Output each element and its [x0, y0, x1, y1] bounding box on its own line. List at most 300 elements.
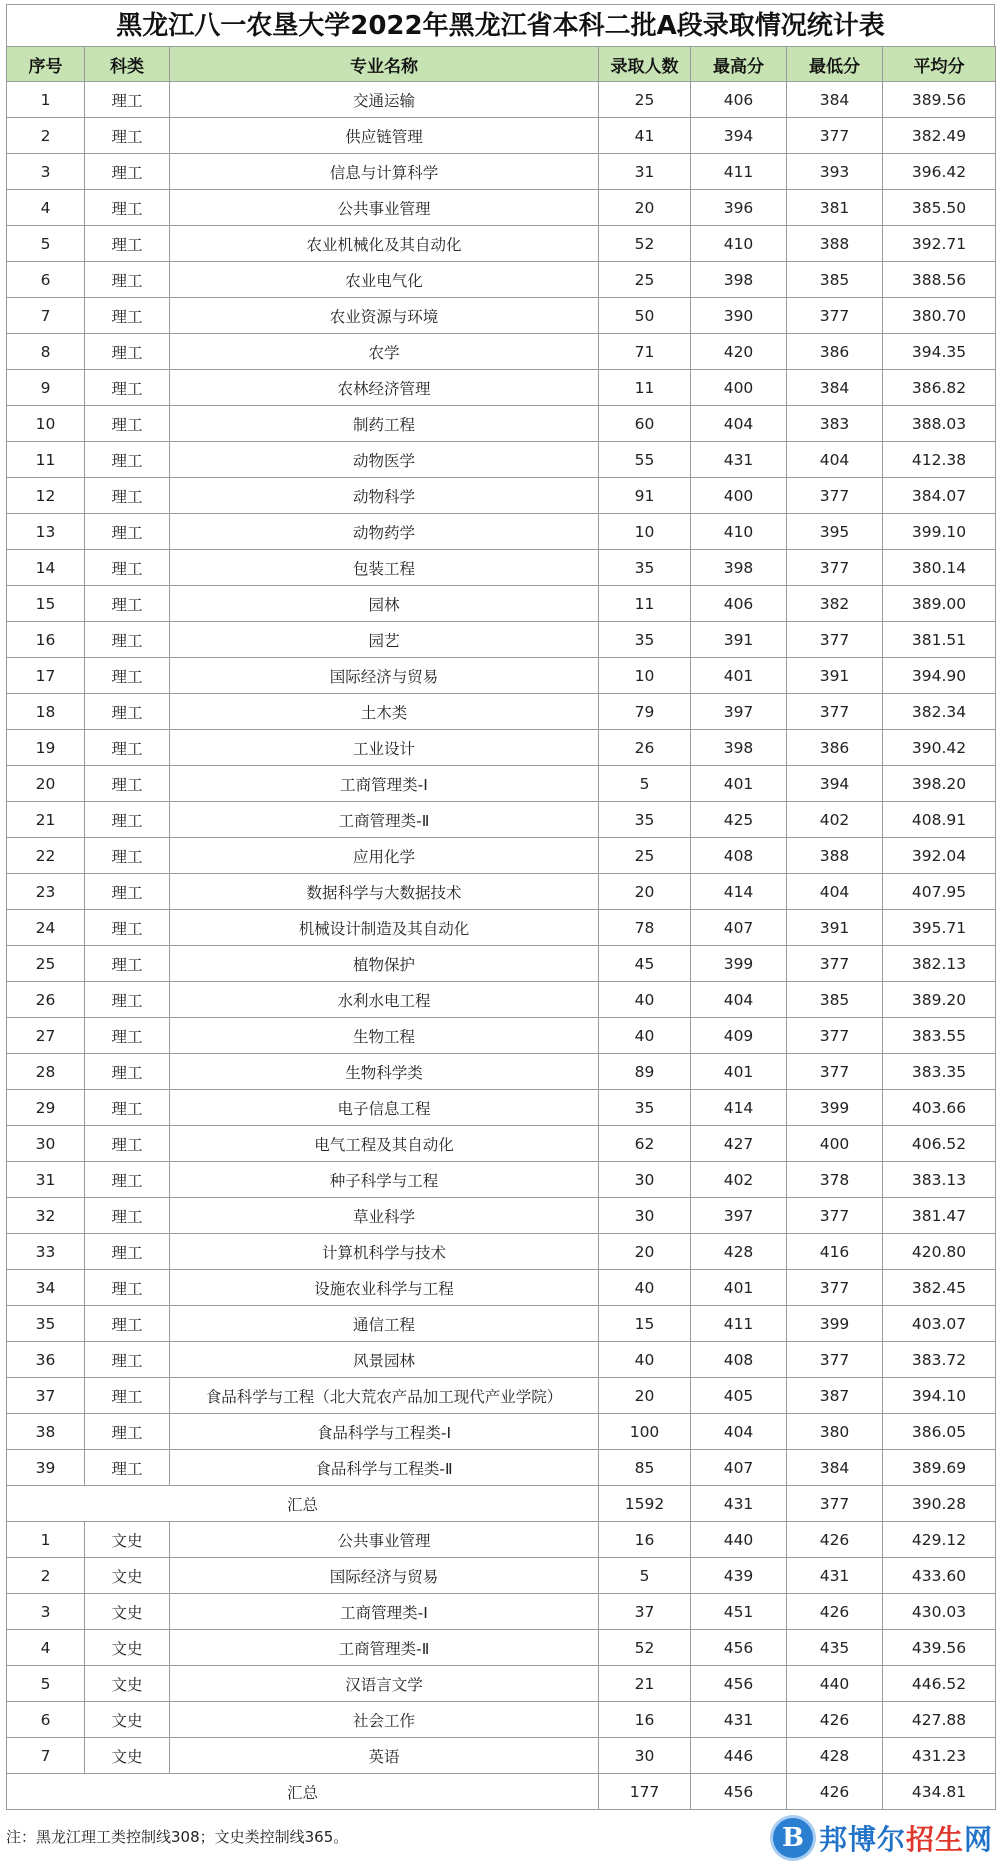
cell-admitted: 85 — [599, 1450, 691, 1486]
cell-max-score: 404 — [691, 982, 787, 1018]
cell-avg-score: 403.07 — [883, 1306, 996, 1342]
cell-category: 理工 — [85, 442, 170, 478]
cell-avg-score: 388.03 — [883, 406, 996, 442]
cell-major: 信息与计算科学 — [170, 154, 599, 190]
cell-min-score: 377 — [787, 1342, 883, 1378]
cell-avg-score: 406.52 — [883, 1126, 996, 1162]
cell-index: 26 — [7, 982, 85, 1018]
cell-major: 植物保护 — [170, 946, 599, 982]
cell-min-score: 380 — [787, 1414, 883, 1450]
cell-major: 汉语言文学 — [170, 1666, 599, 1702]
cell-index: 5 — [7, 226, 85, 262]
cell-admitted: 89 — [599, 1054, 691, 1090]
cell-major: 园林 — [170, 586, 599, 622]
cell-category: 文史 — [85, 1558, 170, 1594]
cell-avg-score: 382.34 — [883, 694, 996, 730]
summary-row — [7, 1486, 996, 1522]
cell-category: 文史 — [85, 1738, 170, 1774]
cell-index: 9 — [7, 370, 85, 406]
cell-max-score: 407 — [691, 1450, 787, 1486]
cell-max-score: 451 — [691, 1594, 787, 1630]
cell-admitted: 40 — [599, 1342, 691, 1378]
cell-min-score: 402 — [787, 802, 883, 838]
cell-min-score: 386 — [787, 730, 883, 766]
cell-index: 15 — [7, 586, 85, 622]
cell-index: 6 — [7, 1702, 85, 1738]
cell-major: 社会工作 — [170, 1702, 599, 1738]
cell-index: 3 — [7, 154, 85, 190]
cell-category: 理工 — [85, 1450, 170, 1486]
cell-min-score: 383 — [787, 406, 883, 442]
table-row — [7, 1234, 996, 1270]
cell-admitted: 5 — [599, 1558, 691, 1594]
cell-avg-score: 403.66 — [883, 1090, 996, 1126]
cell-category: 理工 — [85, 874, 170, 910]
cell-min-score: 426 — [787, 1522, 883, 1558]
cell-max-score: 407 — [691, 910, 787, 946]
cell-category: 理工 — [85, 406, 170, 442]
header-category: 科类 — [85, 47, 170, 82]
summary-admitted: 177 — [599, 1774, 691, 1810]
summary-admitted: 1592 — [599, 1486, 691, 1522]
cell-avg-score: 446.52 — [883, 1666, 996, 1702]
admission-document — [6, 4, 995, 1810]
cell-min-score: 416 — [787, 1234, 883, 1270]
cell-admitted: 62 — [599, 1126, 691, 1162]
cell-min-score: 428 — [787, 1738, 883, 1774]
cell-category: 理工 — [85, 910, 170, 946]
cell-major: 应用化学 — [170, 838, 599, 874]
cell-category: 理工 — [85, 1270, 170, 1306]
cell-admitted: 52 — [599, 1630, 691, 1666]
cell-major: 农林经济管理 — [170, 370, 599, 406]
table-row — [7, 1090, 996, 1126]
cell-max-score: 446 — [691, 1738, 787, 1774]
table-row — [7, 1702, 996, 1738]
cell-avg-score: 433.60 — [883, 1558, 996, 1594]
cell-index: 3 — [7, 1594, 85, 1630]
cell-admitted: 35 — [599, 1090, 691, 1126]
cell-major: 工业设计 — [170, 730, 599, 766]
cell-max-score: 397 — [691, 694, 787, 730]
cell-category: 理工 — [85, 1054, 170, 1090]
cell-admitted: 41 — [599, 118, 691, 154]
watermark-text-c: 网 — [963, 1823, 993, 1856]
cell-index: 27 — [7, 1018, 85, 1054]
cell-avg-score: 389.69 — [883, 1450, 996, 1486]
cell-category: 理工 — [85, 1342, 170, 1378]
cell-index: 25 — [7, 946, 85, 982]
cell-min-score: 385 — [787, 982, 883, 1018]
cell-category: 理工 — [85, 1234, 170, 1270]
cell-min-score: 404 — [787, 442, 883, 478]
table-row — [7, 1306, 996, 1342]
table-row — [7, 370, 996, 406]
table-row — [7, 766, 996, 802]
cell-major: 制药工程 — [170, 406, 599, 442]
cell-avg-score: 383.35 — [883, 1054, 996, 1090]
cell-avg-score: 394.90 — [883, 658, 996, 694]
cell-admitted: 78 — [599, 910, 691, 946]
cell-admitted: 35 — [599, 622, 691, 658]
cell-major: 风景园林 — [170, 1342, 599, 1378]
cell-min-score: 391 — [787, 910, 883, 946]
cell-max-score: 411 — [691, 154, 787, 190]
cell-category: 理工 — [85, 1414, 170, 1450]
cell-major: 供应链管理 — [170, 118, 599, 154]
cell-avg-score: 439.56 — [883, 1630, 996, 1666]
cell-index: 33 — [7, 1234, 85, 1270]
cell-max-score: 414 — [691, 874, 787, 910]
cell-max-score: 396 — [691, 190, 787, 226]
cell-category: 文史 — [85, 1594, 170, 1630]
table-row — [7, 910, 996, 946]
cell-min-score: 384 — [787, 370, 883, 406]
cell-category: 理工 — [85, 1306, 170, 1342]
table-row — [7, 1342, 996, 1378]
table-row — [7, 622, 996, 658]
cell-max-score: 401 — [691, 658, 787, 694]
cell-index: 38 — [7, 1414, 85, 1450]
cell-category: 理工 — [85, 766, 170, 802]
cell-min-score: 391 — [787, 658, 883, 694]
table-row — [7, 298, 996, 334]
cell-max-score: 402 — [691, 1162, 787, 1198]
cell-max-score: 431 — [691, 442, 787, 478]
table-row — [7, 1126, 996, 1162]
cell-major: 电气工程及其自动化 — [170, 1126, 599, 1162]
cell-admitted: 15 — [599, 1306, 691, 1342]
header-index: 序号 — [7, 47, 85, 82]
cell-max-score: 394 — [691, 118, 787, 154]
cell-min-score: 377 — [787, 1018, 883, 1054]
cell-avg-score: 394.10 — [883, 1378, 996, 1414]
cell-min-score: 377 — [787, 1054, 883, 1090]
cell-avg-score: 382.49 — [883, 118, 996, 154]
cell-max-score: 398 — [691, 262, 787, 298]
cell-index: 14 — [7, 550, 85, 586]
table-row — [7, 730, 996, 766]
table-row — [7, 1450, 996, 1486]
cell-admitted: 20 — [599, 1378, 691, 1414]
table-row — [7, 1558, 996, 1594]
cell-index: 6 — [7, 262, 85, 298]
cell-max-score: 431 — [691, 1702, 787, 1738]
cell-admitted: 50 — [599, 298, 691, 334]
cell-category: 文史 — [85, 1702, 170, 1738]
cell-min-score: 377 — [787, 1270, 883, 1306]
cell-max-score: 391 — [691, 622, 787, 658]
cell-category: 理工 — [85, 1198, 170, 1234]
cell-major: 包装工程 — [170, 550, 599, 586]
watermark — [773, 1818, 993, 1858]
cell-major: 工商管理类-Ⅱ — [170, 802, 599, 838]
cell-index: 35 — [7, 1306, 85, 1342]
cell-index: 21 — [7, 802, 85, 838]
cell-category: 理工 — [85, 262, 170, 298]
cell-admitted: 100 — [599, 1414, 691, 1450]
cell-min-score: 382 — [787, 586, 883, 622]
cell-major: 草业科学 — [170, 1198, 599, 1234]
cell-avg-score: 398.20 — [883, 766, 996, 802]
cell-admitted: 30 — [599, 1162, 691, 1198]
cell-category: 理工 — [85, 82, 170, 118]
cell-major: 种子科学与工程 — [170, 1162, 599, 1198]
cell-min-score: 386 — [787, 334, 883, 370]
cell-max-score: 399 — [691, 946, 787, 982]
cell-major: 计算机科学与技术 — [170, 1234, 599, 1270]
table-row — [7, 586, 996, 622]
summary-max-score: 431 — [691, 1486, 787, 1522]
cell-major: 土木类 — [170, 694, 599, 730]
cell-major: 机械设计制造及其自动化 — [170, 910, 599, 946]
cell-avg-score: 395.71 — [883, 910, 996, 946]
table-row — [7, 1666, 996, 1702]
cell-max-score: 425 — [691, 802, 787, 838]
cell-avg-score: 394.35 — [883, 334, 996, 370]
table-row — [7, 1270, 996, 1306]
cell-avg-score: 399.10 — [883, 514, 996, 550]
cell-avg-score: 412.38 — [883, 442, 996, 478]
table-row — [7, 658, 996, 694]
cell-max-score: 400 — [691, 370, 787, 406]
cell-index: 34 — [7, 1270, 85, 1306]
cell-min-score: 377 — [787, 622, 883, 658]
cell-category: 理工 — [85, 1126, 170, 1162]
cell-major: 生物科学类 — [170, 1054, 599, 1090]
cell-avg-score: 383.13 — [883, 1162, 996, 1198]
cell-category: 理工 — [85, 946, 170, 982]
cell-min-score: 388 — [787, 226, 883, 262]
cell-index: 7 — [7, 298, 85, 334]
table-row — [7, 1594, 996, 1630]
cell-min-score: 440 — [787, 1666, 883, 1702]
cell-index: 10 — [7, 406, 85, 442]
table-row — [7, 406, 996, 442]
cell-min-score: 385 — [787, 262, 883, 298]
summary-label: 汇总 — [7, 1774, 599, 1810]
header-min-score: 最低分 — [787, 47, 883, 82]
cell-index: 1 — [7, 82, 85, 118]
cell-index: 2 — [7, 1558, 85, 1594]
watermark-text-b: 招生 — [905, 1823, 964, 1856]
cell-max-score: 400 — [691, 478, 787, 514]
cell-min-score: 399 — [787, 1090, 883, 1126]
cell-admitted: 20 — [599, 190, 691, 226]
cell-avg-score: 389.00 — [883, 586, 996, 622]
cell-admitted: 25 — [599, 838, 691, 874]
cell-admitted: 52 — [599, 226, 691, 262]
cell-admitted: 20 — [599, 1234, 691, 1270]
cell-min-score: 431 — [787, 1558, 883, 1594]
table-row — [7, 694, 996, 730]
header-row — [7, 47, 996, 82]
cell-index: 31 — [7, 1162, 85, 1198]
cell-admitted: 5 — [599, 766, 691, 802]
table-row — [7, 982, 996, 1018]
table-body — [7, 82, 996, 1810]
cell-admitted: 16 — [599, 1522, 691, 1558]
watermark-text-a: 邦博尔 — [818, 1823, 906, 1856]
cell-major: 设施农业科学与工程 — [170, 1270, 599, 1306]
table-row — [7, 1522, 996, 1558]
cell-min-score: 426 — [787, 1702, 883, 1738]
cell-min-score: 388 — [787, 838, 883, 874]
summary-avg-score: 390.28 — [883, 1486, 996, 1522]
cell-index: 28 — [7, 1054, 85, 1090]
cell-index: 11 — [7, 442, 85, 478]
cell-category: 理工 — [85, 478, 170, 514]
cell-category: 理工 — [85, 190, 170, 226]
table-row — [7, 802, 996, 838]
cell-major: 通信工程 — [170, 1306, 599, 1342]
cell-admitted: 71 — [599, 334, 691, 370]
cell-index: 7 — [7, 1738, 85, 1774]
table-row — [7, 946, 996, 982]
cell-max-score: 408 — [691, 838, 787, 874]
cell-avg-score: 430.03 — [883, 1594, 996, 1630]
cell-avg-score: 396.42 — [883, 154, 996, 190]
cell-major: 工商管理类-Ⅰ — [170, 1594, 599, 1630]
cell-major: 农业机械化及其自动化 — [170, 226, 599, 262]
cell-index: 39 — [7, 1450, 85, 1486]
table-title: 黑龙江八一农垦大学2022年黑龙江省本科二批A段录取情况统计表 — [6, 4, 995, 46]
cell-major: 公共事业管理 — [170, 190, 599, 226]
cell-major: 农业资源与环境 — [170, 298, 599, 334]
cell-max-score: 398 — [691, 550, 787, 586]
cell-index: 36 — [7, 1342, 85, 1378]
cell-min-score: 400 — [787, 1126, 883, 1162]
cell-min-score: 377 — [787, 550, 883, 586]
cell-category: 理工 — [85, 730, 170, 766]
cell-admitted: 16 — [599, 1702, 691, 1738]
cell-index: 29 — [7, 1090, 85, 1126]
cell-max-score: 440 — [691, 1522, 787, 1558]
cell-major: 农业电气化 — [170, 262, 599, 298]
cell-avg-score: 407.95 — [883, 874, 996, 910]
cell-category: 理工 — [85, 514, 170, 550]
cell-admitted: 60 — [599, 406, 691, 442]
cell-max-score: 401 — [691, 1054, 787, 1090]
cell-major: 食品科学与工程（北大荒农产品加工现代产业学院） — [170, 1378, 599, 1414]
cell-admitted: 21 — [599, 1666, 691, 1702]
table-row — [7, 82, 996, 118]
cell-category: 理工 — [85, 1090, 170, 1126]
cell-category: 理工 — [85, 1162, 170, 1198]
cell-min-score: 394 — [787, 766, 883, 802]
header-admitted: 录取人数 — [599, 47, 691, 82]
cell-index: 2 — [7, 118, 85, 154]
cell-index: 17 — [7, 658, 85, 694]
table-row — [7, 226, 996, 262]
cell-max-score: 427 — [691, 1126, 787, 1162]
cell-admitted: 40 — [599, 1270, 691, 1306]
footnote: 注：黑龙江理工类控制线308；文史类控制线365。 — [6, 1828, 349, 1846]
cell-major: 公共事业管理 — [170, 1522, 599, 1558]
cell-avg-score: 420.80 — [883, 1234, 996, 1270]
cell-avg-score: 384.07 — [883, 478, 996, 514]
cell-max-score: 397 — [691, 1198, 787, 1234]
cell-major: 国际经济与贸易 — [170, 1558, 599, 1594]
cell-index: 18 — [7, 694, 85, 730]
cell-admitted: 25 — [599, 262, 691, 298]
summary-row — [7, 1774, 996, 1810]
table-row — [7, 190, 996, 226]
cell-min-score: 384 — [787, 82, 883, 118]
table-row — [7, 550, 996, 586]
cell-category: 理工 — [85, 550, 170, 586]
cell-category: 理工 — [85, 838, 170, 874]
cell-admitted: 10 — [599, 514, 691, 550]
cell-max-score: 420 — [691, 334, 787, 370]
table-row — [7, 514, 996, 550]
cell-category: 理工 — [85, 118, 170, 154]
watermark-logo: B — [773, 1818, 813, 1858]
cell-max-score: 408 — [691, 1342, 787, 1378]
table-row — [7, 838, 996, 874]
table-row — [7, 1630, 996, 1666]
table-row — [7, 1162, 996, 1198]
cell-max-score: 398 — [691, 730, 787, 766]
cell-avg-score: 381.47 — [883, 1198, 996, 1234]
header-max-score: 最高分 — [691, 47, 787, 82]
cell-category: 理工 — [85, 370, 170, 406]
cell-max-score: 456 — [691, 1630, 787, 1666]
summary-min-score: 426 — [787, 1774, 883, 1810]
admission-table — [6, 46, 996, 1810]
cell-major: 数据科学与大数据技术 — [170, 874, 599, 910]
cell-category: 理工 — [85, 1018, 170, 1054]
cell-min-score: 377 — [787, 478, 883, 514]
cell-index: 20 — [7, 766, 85, 802]
cell-admitted: 55 — [599, 442, 691, 478]
cell-admitted: 20 — [599, 874, 691, 910]
cell-min-score: 404 — [787, 874, 883, 910]
cell-admitted: 11 — [599, 586, 691, 622]
cell-avg-score: 388.56 — [883, 262, 996, 298]
table-row — [7, 1738, 996, 1774]
cell-min-score: 426 — [787, 1594, 883, 1630]
cell-min-score: 377 — [787, 118, 883, 154]
table-row — [7, 118, 996, 154]
table-row — [7, 1198, 996, 1234]
cell-avg-score: 382.45 — [883, 1270, 996, 1306]
table-row — [7, 154, 996, 190]
cell-admitted: 31 — [599, 154, 691, 190]
cell-avg-score: 392.04 — [883, 838, 996, 874]
cell-max-score: 428 — [691, 1234, 787, 1270]
cell-index: 37 — [7, 1378, 85, 1414]
cell-min-score: 381 — [787, 190, 883, 226]
cell-category: 理工 — [85, 1378, 170, 1414]
cell-min-score: 377 — [787, 946, 883, 982]
cell-max-score: 410 — [691, 226, 787, 262]
cell-admitted: 35 — [599, 550, 691, 586]
cell-category: 文史 — [85, 1522, 170, 1558]
cell-major: 国际经济与贸易 — [170, 658, 599, 694]
summary-label: 汇总 — [7, 1486, 599, 1522]
cell-min-score: 395 — [787, 514, 883, 550]
cell-index: 16 — [7, 622, 85, 658]
cell-min-score: 377 — [787, 1198, 883, 1234]
cell-max-score: 406 — [691, 586, 787, 622]
cell-admitted: 37 — [599, 1594, 691, 1630]
table-row — [7, 1414, 996, 1450]
cell-max-score: 406 — [691, 82, 787, 118]
cell-major: 食品科学与工程类-Ⅰ — [170, 1414, 599, 1450]
cell-avg-score: 383.55 — [883, 1018, 996, 1054]
cell-index: 5 — [7, 1666, 85, 1702]
